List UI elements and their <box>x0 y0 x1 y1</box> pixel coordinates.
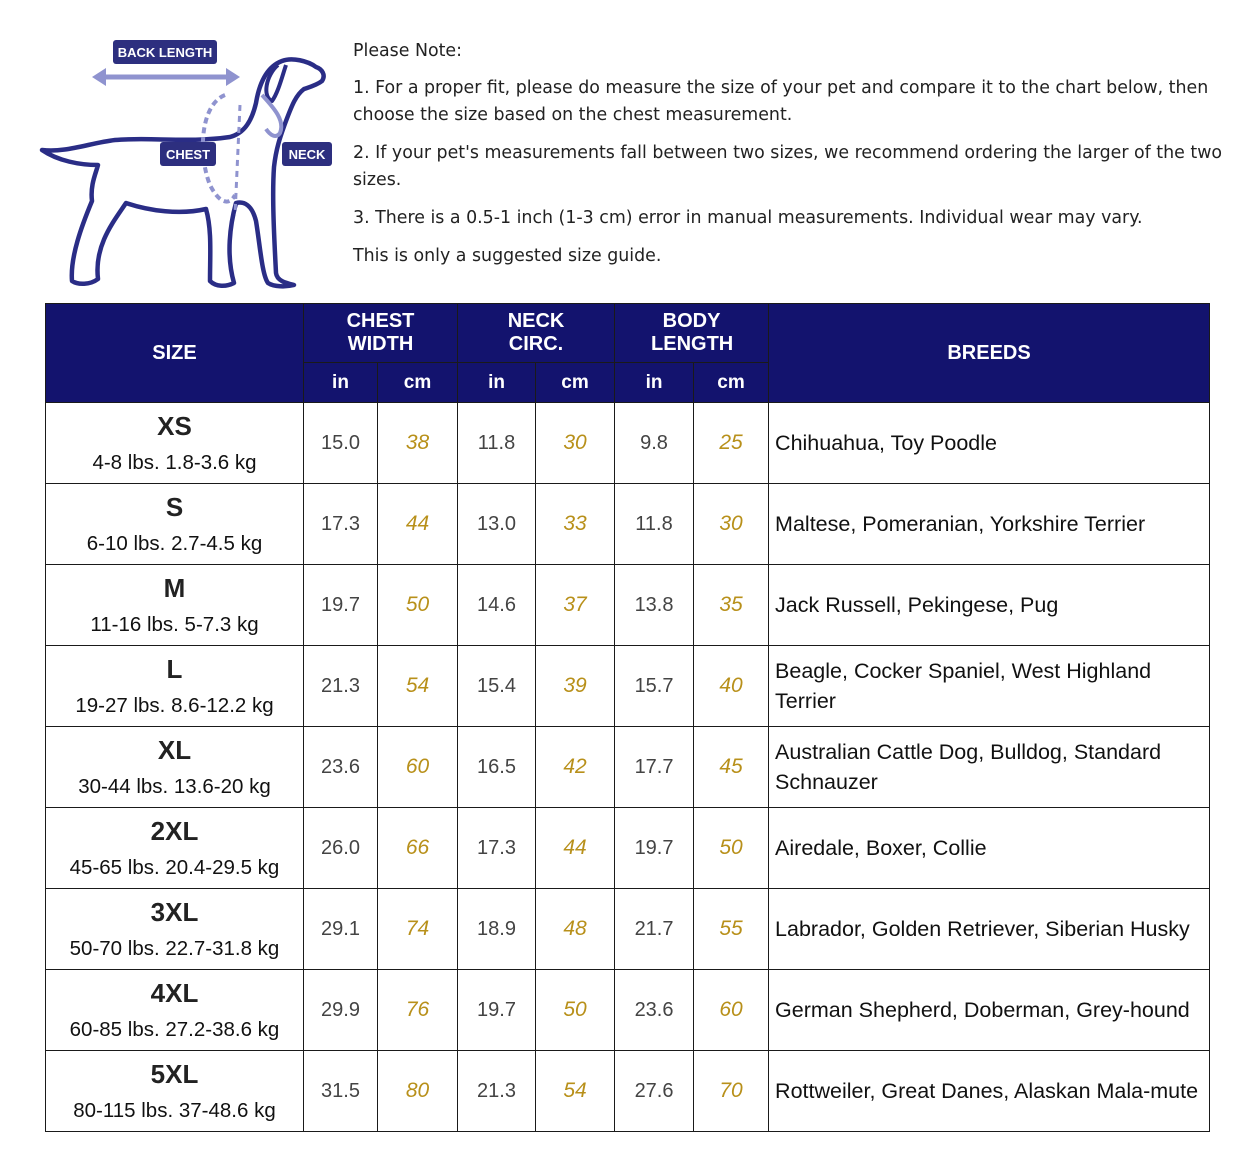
table-row <box>46 727 1210 808</box>
body-cm-cell: 50 <box>694 808 769 889</box>
unit-in: in <box>615 363 694 403</box>
neck-cm-cell: 33 <box>536 484 615 565</box>
size-label: XS <box>157 411 192 441</box>
unit-in: in <box>458 363 536 403</box>
breeds-cell: Australian Cattle Dog, Bulldog, Standard Schnauzer <box>769 727 1210 808</box>
neck-in-cell: 17.3 <box>458 808 536 889</box>
chest-cm-cell: 54 <box>378 646 458 727</box>
body-cm-cell: 70 <box>694 1051 769 1132</box>
neck-in-cell: 21.3 <box>458 1051 536 1132</box>
chest-in-cell: 19.7 <box>304 565 378 646</box>
size-label: 5XL <box>150 1059 199 1089</box>
size-cell <box>46 1051 304 1132</box>
note-item: 1. For a proper fit, please do measure the size of your pet and compare it to the chart below, then choose the size based on the chest measurement. <box>353 78 1209 125</box>
chest-cm-cell: 50 <box>378 565 458 646</box>
body-in-cell: 23.6 <box>615 970 694 1051</box>
weight-range: 4-8 lbs. 1.8-3.6 kg <box>92 451 257 474</box>
chest-cm-cell: 44 <box>378 484 458 565</box>
back-length-label: BACK LENGTH <box>117 45 213 60</box>
body-in-cell: 27.6 <box>615 1051 694 1132</box>
body-in-cell: 11.8 <box>615 484 694 565</box>
size-label: L <box>166 654 183 684</box>
weight-range: 11-16 lbs. 5-7.3 kg <box>90 613 259 636</box>
chest-cm-cell: 76 <box>378 970 458 1051</box>
body-cm-cell: 35 <box>694 565 769 646</box>
size-cell <box>46 484 304 565</box>
size-label: XL <box>157 735 192 765</box>
chest-in-cell: 23.6 <box>304 727 378 808</box>
size-cell <box>46 403 304 484</box>
breeds-cell: Rottweiler, Great Danes, Alaskan Mala-mute <box>769 1051 1210 1132</box>
body-cm-cell: 25 <box>694 403 769 484</box>
chest-in-cell: 17.3 <box>304 484 378 565</box>
neck-cm-cell: 44 <box>536 808 615 889</box>
breeds-cell: Maltese, Pomeranian, Yorkshire Terrier <box>769 484 1210 565</box>
body-in-cell: 17.7 <box>615 727 694 808</box>
size-label: 4XL <box>150 978 199 1008</box>
note-item: 3. There is a 0.5-1 inch (1-3 cm) error in manual measurements. Individual wear may vary. <box>353 208 1143 228</box>
chest-cm-cell: 80 <box>378 1051 458 1132</box>
body-in-cell: 21.7 <box>615 889 694 970</box>
neck-in-cell: 14.6 <box>458 565 536 646</box>
dog-silhouette-icon <box>30 25 340 295</box>
weight-range: 60-85 lbs. 27.2-38.6 kg <box>69 1018 280 1041</box>
breeds-cell: Beagle, Cocker Spaniel, West Highland Terrier <box>769 646 1210 727</box>
weight-range: 45-65 lbs. 20.4-29.5 kg <box>69 856 280 879</box>
body-cm-cell: 60 <box>694 970 769 1051</box>
body-cm-cell: 55 <box>694 889 769 970</box>
neck-cm-cell: 54 <box>536 1051 615 1132</box>
size-label: 3XL <box>150 897 199 927</box>
chest-in-cell: 31.5 <box>304 1051 378 1132</box>
unit-cm: cm <box>536 363 615 403</box>
chest-cm-cell: 74 <box>378 889 458 970</box>
body-in-cell: 9.8 <box>615 403 694 484</box>
weight-range: 6-10 lbs. 2.7-4.5 kg <box>86 532 263 555</box>
size-cell <box>46 565 304 646</box>
breeds-cell: Jack Russell, Pekingese, Pug <box>769 565 1210 646</box>
neck-cm-cell: 48 <box>536 889 615 970</box>
neck-cm-cell: 42 <box>536 727 615 808</box>
neck-cm-cell: 37 <box>536 565 615 646</box>
body-cm-cell: 30 <box>694 484 769 565</box>
table-row <box>46 403 1210 484</box>
neck-in-cell: 15.4 <box>458 646 536 727</box>
chest-in-cell: 26.0 <box>304 808 378 889</box>
table-row <box>46 808 1210 889</box>
notes-heading: Please Note: <box>353 41 462 61</box>
body-in-cell: 13.8 <box>615 565 694 646</box>
notes-footer: This is only a suggested size guide. <box>353 246 662 266</box>
dog-measurement-diagram <box>30 25 340 295</box>
neck-in-cell: 16.5 <box>458 727 536 808</box>
table-row <box>46 970 1210 1051</box>
header-chest-width: CHEST WIDTH <box>304 304 458 363</box>
unit-cm: cm <box>378 363 458 403</box>
breeds-cell: Airedale, Boxer, Collie <box>769 808 1210 889</box>
neck-cm-cell: 30 <box>536 403 615 484</box>
chest-cm-cell: 38 <box>378 403 458 484</box>
size-notes <box>353 38 1223 281</box>
chest-cm-cell: 60 <box>378 727 458 808</box>
neck-cm-cell: 39 <box>536 646 615 727</box>
table-row <box>46 889 1210 970</box>
size-cell <box>46 808 304 889</box>
neck-cm-cell: 50 <box>536 970 615 1051</box>
table-row <box>46 1051 1210 1132</box>
unit-in: in <box>304 363 378 403</box>
size-cell <box>46 970 304 1051</box>
table-row <box>46 565 1210 646</box>
header-neck-circ: NECK CIRC. <box>458 304 615 363</box>
size-cell <box>46 889 304 970</box>
chest-label: CHEST <box>165 147 211 162</box>
note-item: 2. If your pet's measurements fall between two sizes, we recommend ordering the larger of the two sizes. <box>353 143 1223 190</box>
neck-in-cell: 19.7 <box>458 970 536 1051</box>
table-row <box>46 646 1210 727</box>
chest-cm-cell: 66 <box>378 808 458 889</box>
size-cell <box>46 727 304 808</box>
size-label: S <box>165 492 184 522</box>
chest-in-cell: 21.3 <box>304 646 378 727</box>
size-label: 2XL <box>150 816 199 846</box>
size-chart-table <box>45 303 1210 1132</box>
neck-label: NECK <box>288 147 326 162</box>
weight-range: 30-44 lbs. 13.6-20 kg <box>78 775 271 798</box>
neck-in-cell: 13.0 <box>458 484 536 565</box>
breeds-cell: Labrador, Golden Retriever, Siberian Husky <box>769 889 1210 970</box>
header-size: SIZE <box>46 304 304 403</box>
size-rows <box>46 403 1210 1132</box>
weight-range: 80-115 lbs. 37-48.6 kg <box>73 1099 276 1122</box>
size-cell <box>46 646 304 727</box>
breeds-cell: Chihuahua, Toy Poodle <box>769 403 1210 484</box>
neck-in-cell: 11.8 <box>458 403 536 484</box>
body-cm-cell: 40 <box>694 646 769 727</box>
header-breeds: BREEDS <box>769 304 1210 403</box>
weight-range: 50-70 lbs. 22.7-31.8 kg <box>69 937 280 960</box>
size-label: M <box>163 573 186 603</box>
chest-in-cell: 15.0 <box>304 403 378 484</box>
chest-in-cell: 29.1 <box>304 889 378 970</box>
header-body-length: BODY LENGTH <box>615 304 769 363</box>
breeds-cell: German Shepherd, Doberman, Grey-hound <box>769 970 1210 1051</box>
weight-range: 19-27 lbs. 8.6-12.2 kg <box>75 694 274 717</box>
body-in-cell: 19.7 <box>615 808 694 889</box>
unit-cm: cm <box>694 363 769 403</box>
chest-in-cell: 29.9 <box>304 970 378 1051</box>
body-cm-cell: 45 <box>694 727 769 808</box>
neck-in-cell: 18.9 <box>458 889 536 970</box>
table-row <box>46 484 1210 565</box>
body-in-cell: 15.7 <box>615 646 694 727</box>
